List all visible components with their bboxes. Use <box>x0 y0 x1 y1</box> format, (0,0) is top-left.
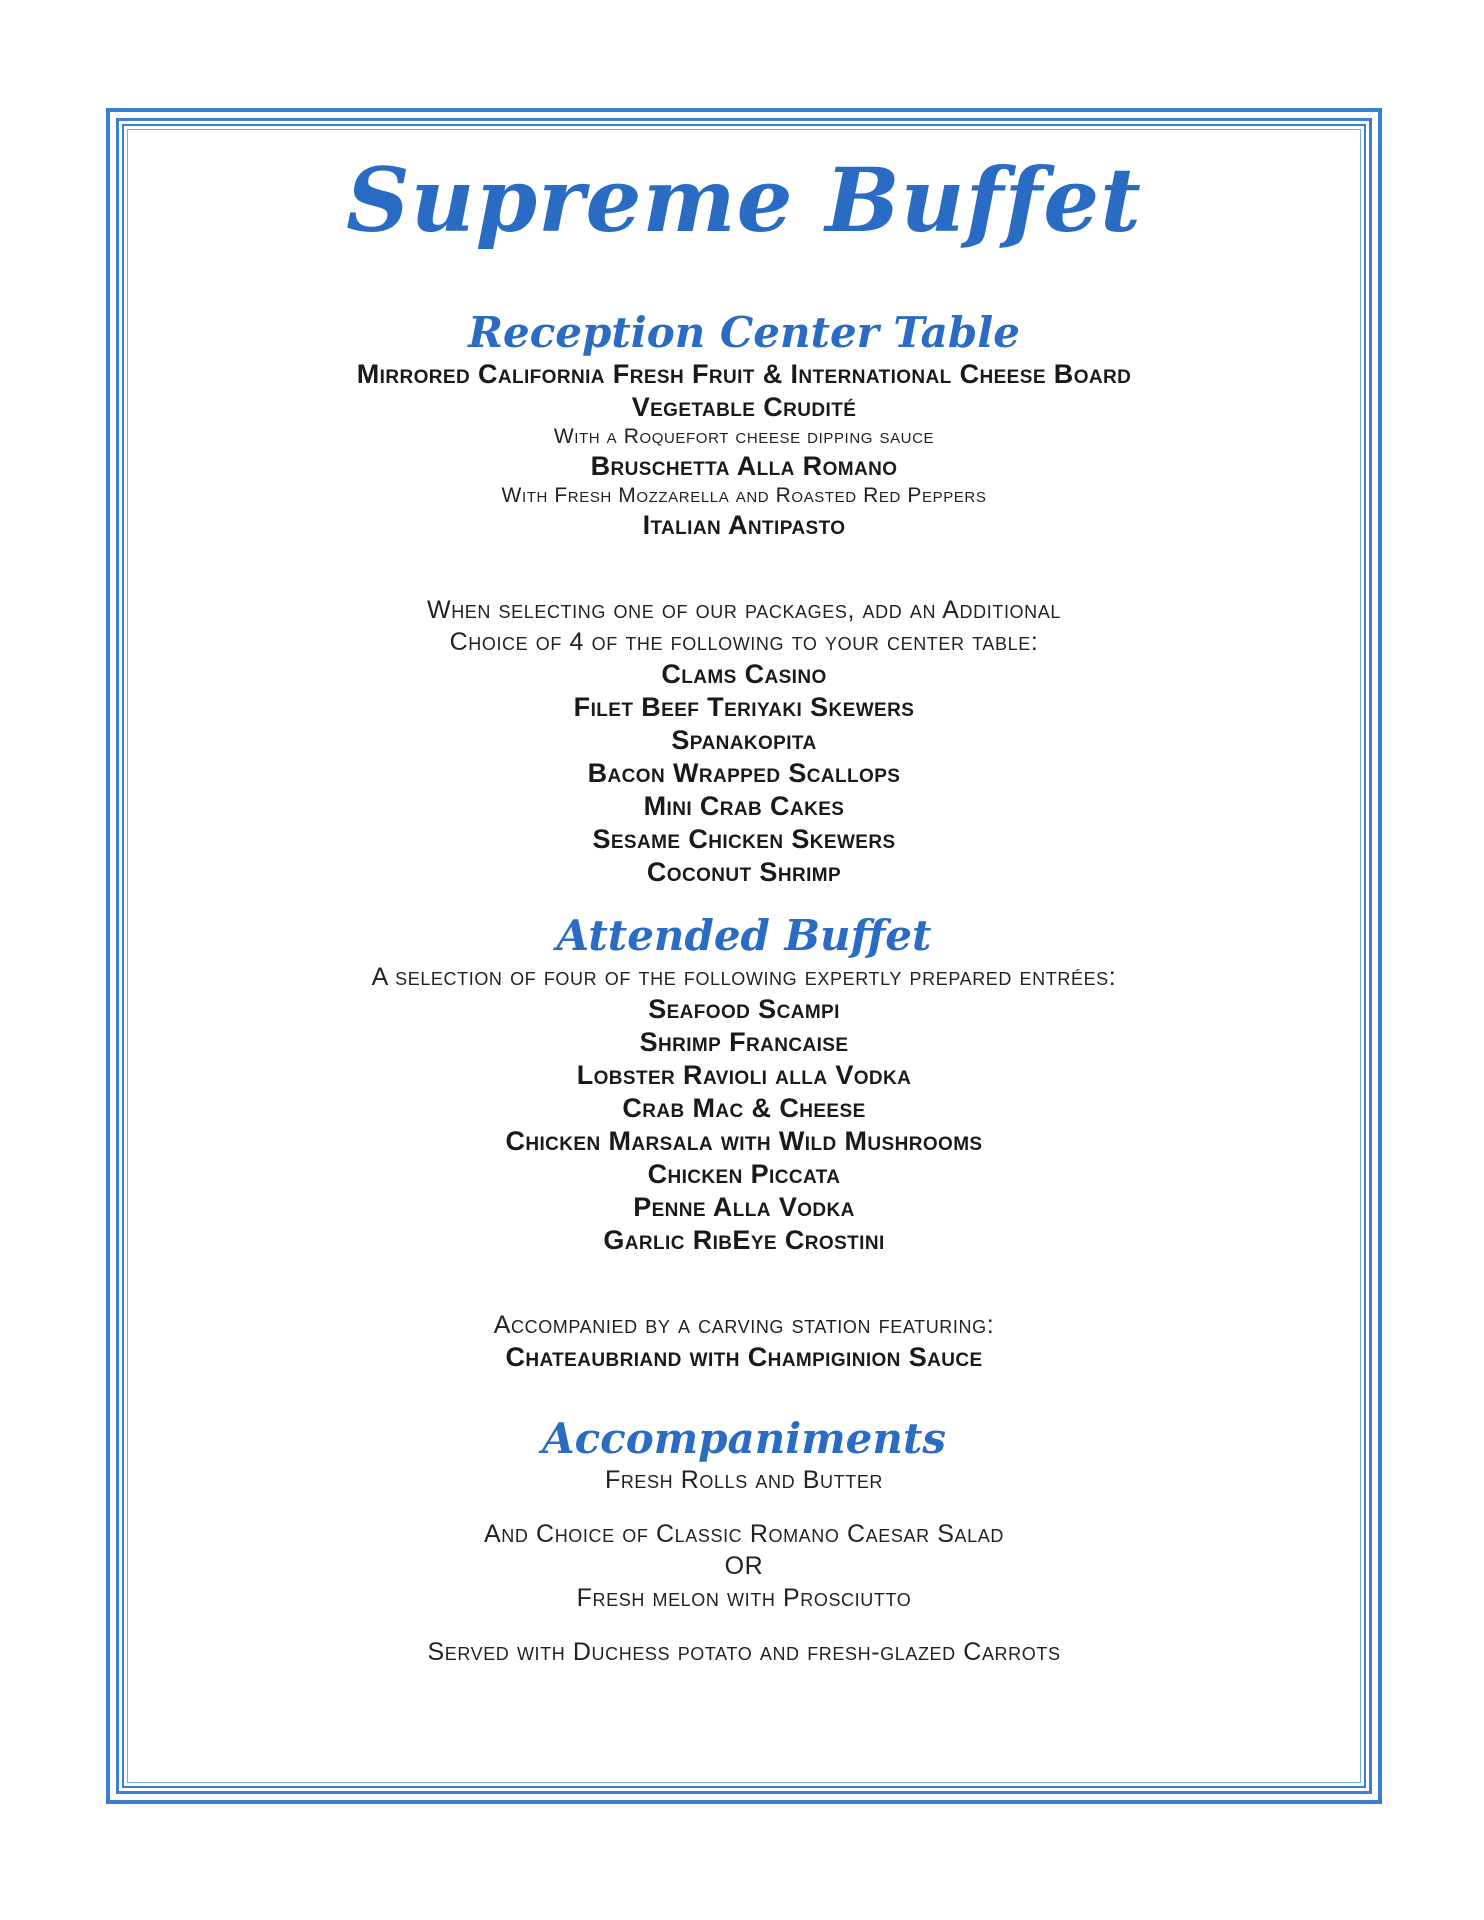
attended-section <box>134 911 1354 1374</box>
reception-item-bruschetta: Bruschetta Alla Romano <box>590 451 898 481</box>
accompaniment-served-with: Served with Duchess potato and fresh-glazed Carrots <box>427 1638 1061 1666</box>
accompaniments-heading: Accompaniments <box>541 1414 946 1463</box>
entree-list <box>134 993 1354 1257</box>
accompaniment-choice-line1: And Choice of Classic Romano Caesar Salad <box>484 1520 1004 1548</box>
entree-item: Shrimp Francaise <box>639 1027 849 1057</box>
addon-list <box>134 658 1354 889</box>
addon-item: Clams Casino <box>661 659 827 689</box>
entree-item: Chicken Piccata <box>647 1159 841 1189</box>
addon-item: Mini Crab Cakes <box>643 791 845 821</box>
menu-content <box>134 130 1354 1668</box>
reception-item-crudite: Vegetable Crudité <box>631 392 857 422</box>
accompaniment-choice-line2: Fresh melon with Prosciutto <box>576 1584 912 1612</box>
addon-intro-line1: When selecting one of our packages, add an Additional <box>427 596 1061 624</box>
entree-item: Seafood Scampi <box>648 994 840 1024</box>
addon-item: Coconut Shrimp <box>646 857 842 887</box>
menu-title: Supreme Buffet <box>346 148 1142 252</box>
reception-heading: Reception Center Table <box>468 308 1020 357</box>
reception-bruschetta-note: With Fresh Mozzarella and Roasted Red Peppers <box>501 484 987 507</box>
entree-item: Garlic RibEye Crostini <box>603 1225 885 1255</box>
accompaniment-choice-or: OR <box>724 1552 764 1580</box>
reception-crudite-note: With a Roquefort cheese dipping sauce <box>553 425 935 448</box>
carving-intro: Accompanied by a carving station featuring: <box>493 1311 995 1339</box>
reception-item-antipasto: Italian Antipasto <box>642 510 846 540</box>
addon-item: Filet Beef Teriyaki Skewers <box>573 692 915 722</box>
attended-heading: Attended Buffet <box>556 911 932 960</box>
reception-section <box>134 308 1354 889</box>
entree-item: Chicken Marsala with Wild Mushrooms <box>505 1126 983 1156</box>
entree-item: Crab Mac & Cheese <box>622 1093 866 1123</box>
accompaniments-section <box>134 1414 1354 1668</box>
accompaniment-rolls: Fresh Rolls and Butter <box>604 1466 884 1494</box>
carving-item: Chateaubriand with Champiginion Sauce <box>505 1342 983 1372</box>
addon-item: Spanakopita <box>671 725 817 755</box>
entree-item: Lobster Ravioli alla Vodka <box>576 1060 912 1090</box>
addon-item: Sesame Chicken Skewers <box>592 824 896 854</box>
attended-intro: A selection of four of the following expertly prepared entrées: <box>371 963 1117 991</box>
addon-item: Bacon Wrapped Scallops <box>587 758 901 788</box>
reception-item-cheese-board: Mirrored California Fresh Fruit & International Cheese Board <box>356 359 1132 389</box>
entree-item: Penne Alla Vodka <box>633 1192 855 1222</box>
addon-intro-line2: Choice of 4 of the following to your center table: <box>449 628 1039 656</box>
